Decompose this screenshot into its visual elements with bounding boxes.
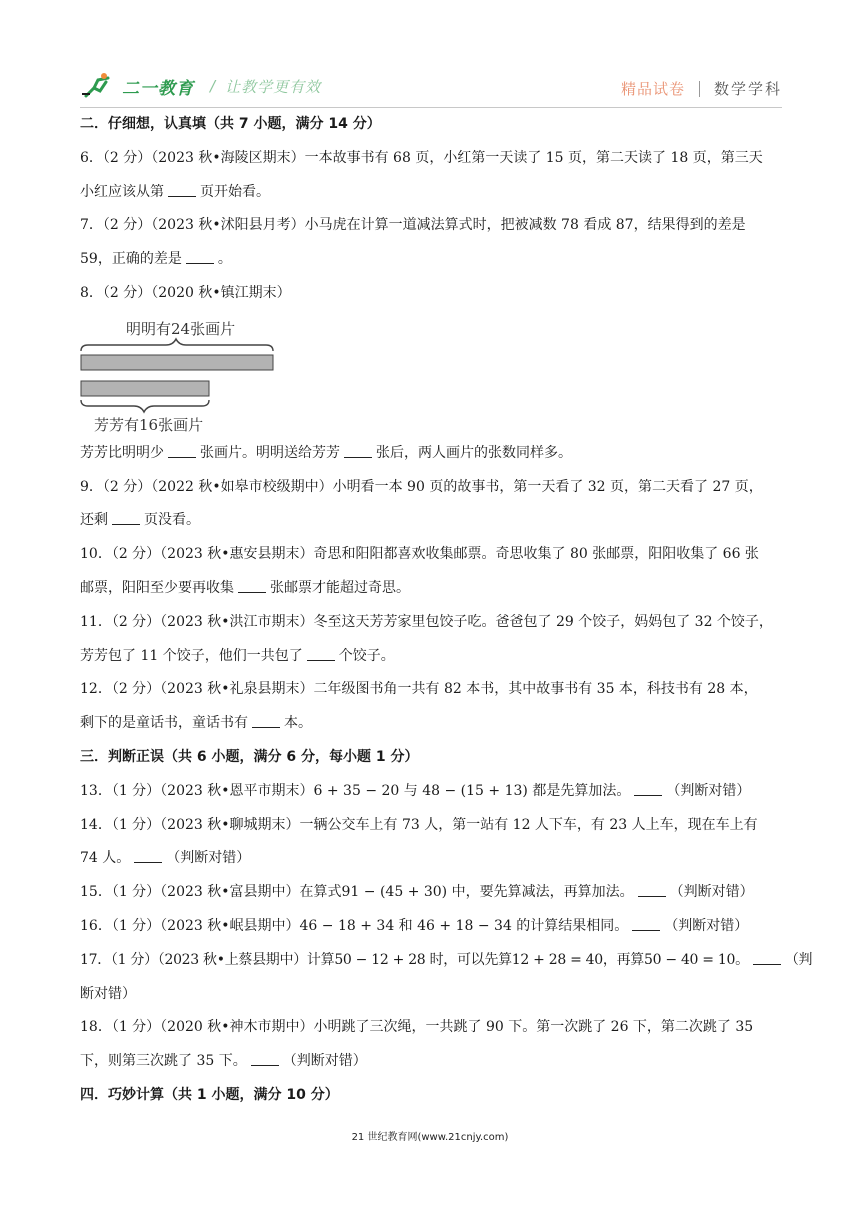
q17-judge-hint-a: （判 [784,951,813,968]
question-9-line-1: 9．（2 分）（2022 秋•如皋市校级期中）小明看一本 90 页的故事书，第一天看了 32 页，第二天看了 27 页， [80,478,763,495]
answer-blank[interactable] [252,713,280,728]
question-8-line-1: 8．（2 分）（2020 秋•镇江期末） [80,284,291,301]
q17-text-c: ，再算 [602,951,644,968]
answer-blank[interactable] [168,182,196,197]
section-2-title: 二．仔细想，认真填（共 7 小题，满分 14 分） [80,116,381,132]
question-12-line-1: 12．（2 分）（2023 秋•礼泉县期末）二年级图书角一共有 82 本书，其中故事书有 35 本，科技书有 28 本， [80,681,758,698]
q15-expr: 91 − (45 + 30) [341,884,448,901]
question-18-line-1: 18．（1 分）（2020 秋•神木市期中）小明跳了三次绳，一共跳了 90 下。第一次跳了 26 下，第二次跳了 35 [80,1019,754,1036]
question-6-line-1: 6．（2 分）（2023 秋•海陵区期末）一本故事书有 68 页，小红第一天读了 15 页，第二天读了 18 页，第三天 [80,149,763,166]
q16-text-mid: 和 [394,917,418,934]
page-header [80,66,782,108]
q17-expr-3: 50 − 40 = 10 [644,951,736,968]
q9-text-b: 页没看。 [144,512,200,529]
q15-judge-hint: （判断对错） [669,884,754,901]
q17-text-b: 时，可以先算 [425,951,512,968]
fangfang-label: 芳芳有16张画片 [94,415,204,434]
answer-blank[interactable] [632,916,660,931]
tag-premium-paper: 精品试卷 [620,80,685,98]
answer-blank[interactable] [134,848,162,863]
question-6-line-2 [80,176,784,210]
question-9-line-2 [80,504,784,538]
header-divider [699,81,700,97]
question-15 [80,876,784,910]
question-17-line-1 [80,944,813,978]
top-brace [81,339,273,351]
q16-expr-2: 46 + 18 − 34 [417,917,512,934]
question-14-line-2 [80,842,784,876]
question-16 [80,910,784,944]
question-18-line-2 [80,1045,784,1079]
q13-text-b: 都是先算加法。 [527,782,631,799]
q15-text-a: 15．（1 分）（2023 秋•富县期中）在算式 [80,884,342,901]
q9-text-a: 还剩 [80,512,108,529]
header-slash: / [210,77,216,95]
q15-text-b: 中，要先算减法，再算加法。 [447,884,634,901]
runner-logo-icon [80,72,120,100]
q7-text-a: 59，正确的差是 [80,251,182,268]
q18-judge-hint: （判断对错） [282,1053,367,1070]
header-tags [621,78,782,99]
q7-text-b: 。 [217,251,232,268]
answer-blank[interactable] [238,578,266,593]
q11-text-b: 个饺子。 [338,647,395,664]
question-17-line-2: 断对错） [80,985,136,1002]
mingming-bar [81,355,273,370]
q13-text-a: 13．（1 分）（2023 秋•恩平市期末） [80,782,314,799]
q8-text-c: 张后，两人画片的张数同样多。 [376,444,572,461]
question-7-line-2 [80,243,784,277]
answer-blank[interactable] [753,950,781,965]
question-11-line-2 [80,640,784,674]
logo [80,72,321,100]
q11-text-a: 芳芳包了 11 个饺子，他们一共包了 [80,647,303,664]
answer-blank[interactable] [634,781,662,796]
bottom-brace [81,400,209,412]
answer-blank[interactable] [186,249,214,264]
q13-expr-1: 6 + 35 − 20 [313,782,400,799]
question-8-line-2 [80,437,784,471]
slogan: 让教学更有效 [225,77,322,96]
q8-text-a: 芳芳比明明少 [80,444,164,461]
q13-judge-hint: （判断对错） [666,782,751,799]
answer-blank[interactable] [112,510,140,525]
q17-expr-1: 50 − 12 + 28 [334,951,426,968]
q8-text-b: 张画片。明明送给芳芳 [200,444,340,461]
q6-text-b: 页开始看。 [200,183,270,200]
q17-text-a: 17．（1 分）（2023 秋•上蔡县期中）计算 [80,951,335,968]
answer-blank[interactable] [307,646,335,661]
answer-blank[interactable] [344,443,372,458]
q17-expr-2: 12 + 28 = 40 [511,951,603,968]
q12-text-b: 本。 [284,715,312,732]
exam-content [80,108,813,1113]
picture-card-diagram [80,311,784,437]
answer-blank[interactable] [168,443,196,458]
question-13 [80,775,784,809]
question-11-line-1: 11．（2 分）（2023 秋•洪江市期末）冬至这天芳芳家里包饺子吃。爸爸包了 29 个饺子，妈妈包了 32 个饺子， [80,613,773,630]
q13-expr-2: 48 − (15 + 13) [422,782,528,799]
fangfang-bar [81,381,209,396]
question-14-line-1: 14．（1 分）（2023 秋•聊城期末）一辆公交车上有 73 人，第一站有 12 人下车，有 23 人上车，现在车上有 [80,816,758,833]
answer-blank[interactable] [638,882,666,897]
question-7-line-1: 7．（2 分）（2023 秋•沭阳县月考）小马虎在计算一道减法算式时，把被减数 78 看成 87，结果得到的差是 [80,217,746,234]
question-10-line-1: 10．（2 分）（2023 秋•惠安县期末）奇思和阳阳都喜欢收集邮票。奇思收集了 80 张邮票，阳阳收集了 66 张 [80,546,759,563]
q17-text-d: 。 [735,951,749,968]
q18-text-a: 下，则第三次跳了 35 下。 [80,1053,247,1070]
q16-text-b: 的计算结果相同。 [511,917,629,934]
q10-text-b: 张邮票才能超过奇思。 [270,579,410,596]
q16-text-a: 16．（1 分）（2023 秋•岷县期中） [80,917,300,934]
q14-judge-hint: （判断对错） [166,850,251,867]
brand-name: 二一教育 [122,78,194,99]
answer-blank[interactable] [251,1051,279,1066]
section-4-title: 四．巧妙计算（共 1 小题，满分 10 分） [80,1086,339,1103]
mingming-label: 明明有24张画片 [126,319,236,338]
question-10-line-2 [80,572,784,606]
section-3-title: 三．判断正误（共 6 小题，满分 6 分，每小题 1 分） [80,748,419,765]
q16-judge-hint: （判断对错） [664,917,749,934]
question-12-line-2 [80,707,784,741]
q10-text-a: 邮票，阳阳至少要再收集 [80,579,234,596]
q12-text-a: 剩下的是童话书，童话书有 [80,715,248,732]
page-footer: 21 世纪教育网(www.21cnjy.com) [351,1132,509,1143]
q14-text-a: 74 人。 [80,850,131,867]
q13-text-mid: 与 [399,782,423,799]
q16-expr-1: 46 − 18 + 34 [299,917,395,934]
q6-text-a: 小红应该从第 [80,183,164,200]
tag-subject: 数学学科 [713,80,782,98]
